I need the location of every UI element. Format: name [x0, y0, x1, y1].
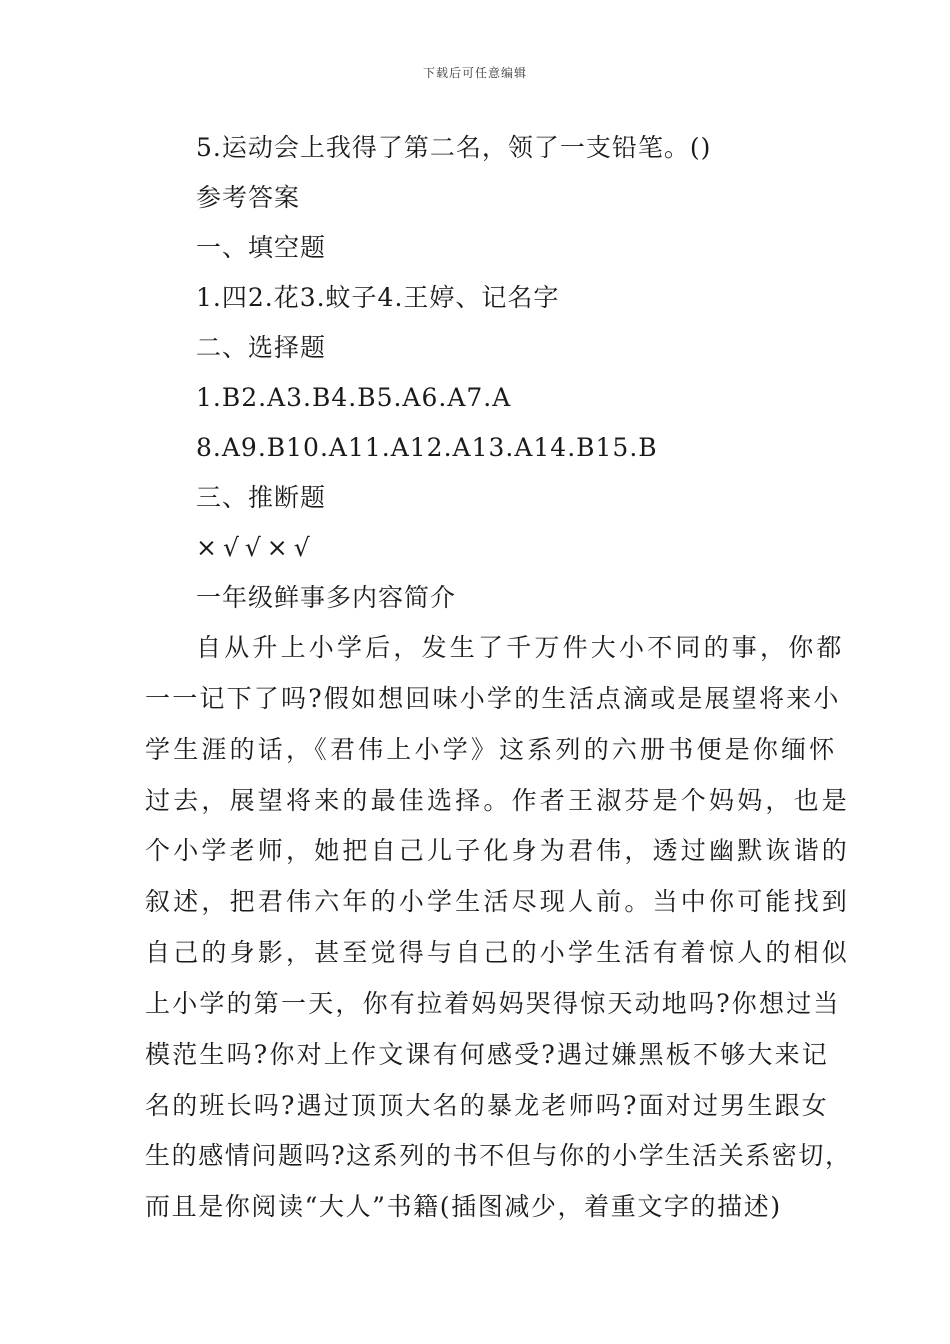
paragraph-line-3: 学生涯的话，《君伟上小学》这系列的六册书便是你缅怀 [145, 735, 838, 764]
multiple-choice-answers-2: 8.A9.B10.A11.A12.A13.A14.B15.B [196, 433, 658, 462]
page-header: 下载后可任意编辑 [422, 66, 527, 80]
paragraph-line-5: 个小学老师，她把自己儿子化身为君伟，透过幽默诙谐的 [145, 836, 851, 865]
paragraph-line-4: 过去，展望将来的最佳选择。作者王淑芬是个妈妈，也是 [145, 786, 851, 815]
intro-heading: 一年级鲜事多内容简介 [196, 583, 457, 612]
section-heading-fill-in: 一、填空题 [196, 233, 327, 262]
paragraph-line-11: 生的感情问题吗?这系列的书不但与你的小学生活关系密切， [145, 1141, 852, 1170]
question-line-5: 5.运动会上我得了第二名，领了一支铅笔。() [196, 133, 712, 162]
fill-in-answers: 1.四2.花3.蚊子4.王婷、记名字 [196, 283, 560, 312]
paragraph-line-7: 自己的身影，甚至觉得与自己的小学生活有着惊人的相似 [145, 938, 851, 967]
paragraph-line-8: 上小学的第一天，你有拉着妈妈哭得惊天动地吗?你想过当 [145, 989, 841, 1018]
paragraph-line-12: 而且是你阅读“大人”书籍(插图减少，着重文字的描述) [145, 1192, 782, 1221]
judgment-answers: ×√√×√ [196, 533, 316, 562]
paragraph-line-6: 叙述，把君伟六年的小学生活尽现人前。当中你可能找到 [145, 887, 851, 916]
section-heading-multiple-choice: 二、选择题 [196, 333, 327, 362]
section-heading-judgment: 三、推断题 [196, 483, 327, 512]
paragraph-line-10: 名的班长吗?遇过顶顶大名的暴龙老师吗?面对过男生跟女 [145, 1091, 830, 1120]
answer-key-heading: 参考答案 [196, 183, 301, 212]
paragraph-line-1: 自从升上小学后，发生了千万件大小不同的事，你都 [196, 633, 845, 662]
paragraph-line-9: 模范生吗?你对上作文课有何感受?遇过嫌黑板不够大来记 [145, 1040, 830, 1069]
multiple-choice-answers-1: 1.B2.A3.B4.B5.A6.A7.A [196, 383, 512, 412]
paragraph-line-2: 一一记下了吗?假如想回味小学的生活点滴或是展望将来小 [145, 684, 841, 713]
